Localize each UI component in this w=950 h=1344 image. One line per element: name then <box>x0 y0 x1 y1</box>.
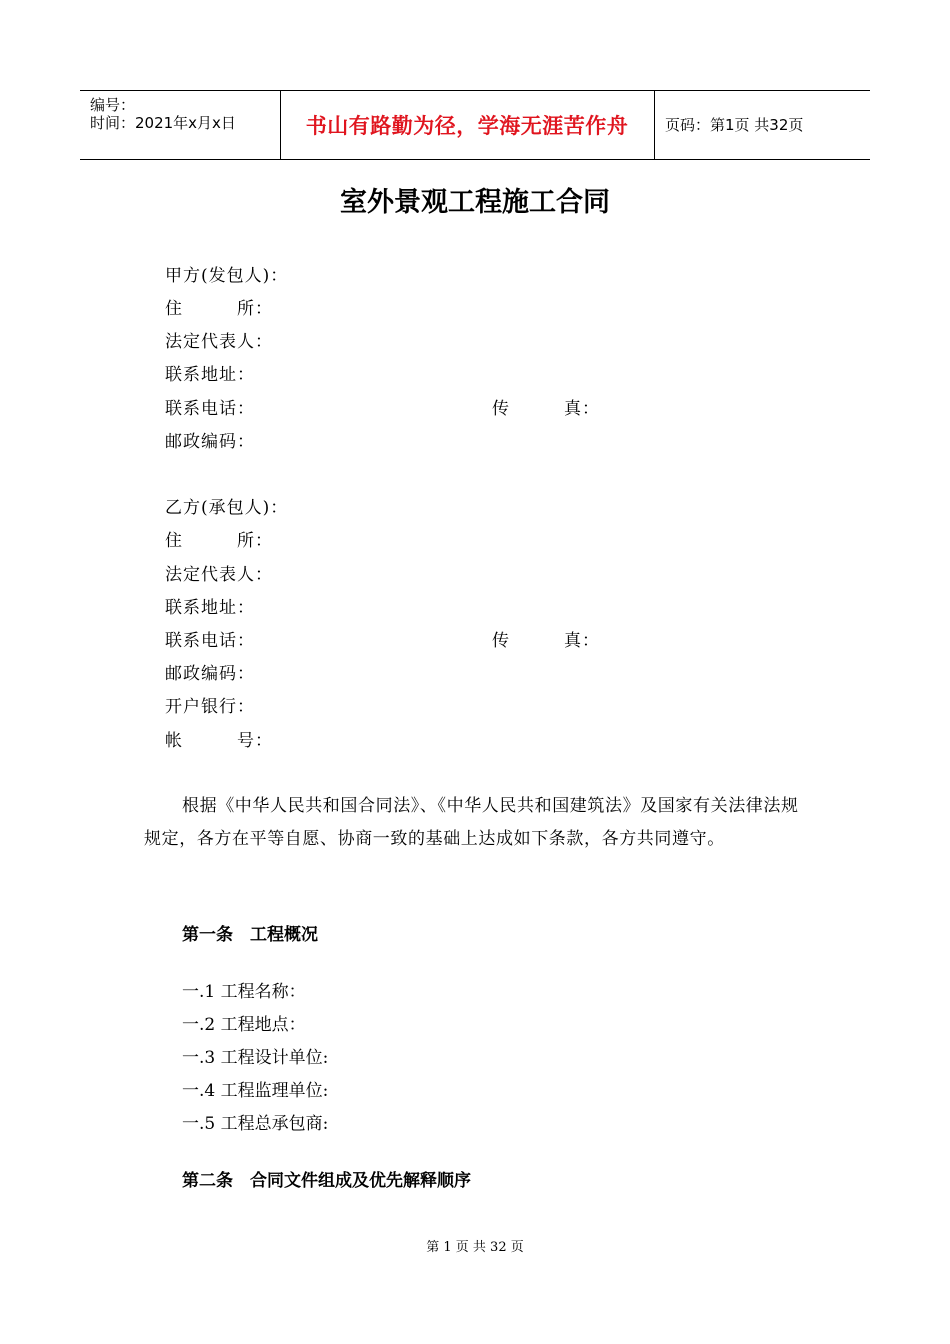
document-header <box>80 90 870 160</box>
article-1-item: 一.2 工程地点： <box>182 1015 306 1035</box>
party-b-contact-address-label: 联系地址： <box>165 598 255 618</box>
party-a-fax-label: 传 真： <box>492 399 600 419</box>
article-1-item: 一.5 工程总承包商: <box>182 1114 329 1134</box>
header-meta-cell <box>80 91 281 159</box>
page-footer: 第 1 页 共 32 页 <box>426 1240 524 1255</box>
party-b-postcode-label: 邮政编码： <box>165 664 255 684</box>
article-2-heading: 第二条 合同文件组成及优先解释顺序 <box>182 1171 471 1191</box>
document-date-label: 时间：2021年x月x日 <box>90 114 236 132</box>
article-1-item: 一.3 工程设计单位: <box>182 1048 329 1068</box>
party-a-legal-rep-label: 法定代表人： <box>165 332 273 352</box>
header-page-cell <box>655 91 870 159</box>
preamble-paragraph <box>144 790 814 856</box>
party-b-name-label: 乙方(承包人)： <box>165 498 289 518</box>
document-title: 室外景观工程施工合同 <box>340 187 610 218</box>
party-a-phone-label: 联系电话： <box>165 399 255 419</box>
header-page-info: 页码：第1页 共32页 <box>665 116 804 134</box>
article-1-heading: 第一条 工程概况 <box>182 925 318 945</box>
article-1-item: 一.1 工程名称： <box>182 982 306 1002</box>
document-number-label: 编号： <box>90 96 136 114</box>
party-a-contact-address-label: 联系地址： <box>165 365 255 385</box>
party-b-legal-rep-label: 法定代表人： <box>165 565 273 585</box>
preamble-text: 根据《中华人民共和国合同法》、《中华人民共和国建筑法》及国家有关法律法规规定，各方在平等自愿、协商一致的基础上达成如下条款，各方共同遵守。 <box>144 796 799 849</box>
party-b-fax-label: 传 真： <box>492 631 600 651</box>
party-b-phone-label: 联系电话： <box>165 631 255 651</box>
party-b-address-label: 住 所： <box>165 531 273 551</box>
article-1-item: 一.4 工程监理单位: <box>182 1081 329 1101</box>
header-motto: 书山有路勤为径，学海无涯苦作舟 <box>305 114 629 138</box>
header-motto-cell <box>280 91 655 159</box>
party-a-postcode-label: 邮政编码： <box>165 432 255 452</box>
party-b-account-label: 帐 号： <box>165 731 273 751</box>
party-a-name-label: 甲方(发包人)： <box>165 266 289 286</box>
party-b-bank-label: 开户银行： <box>165 697 255 717</box>
party-a-address-label: 住 所： <box>165 299 273 319</box>
